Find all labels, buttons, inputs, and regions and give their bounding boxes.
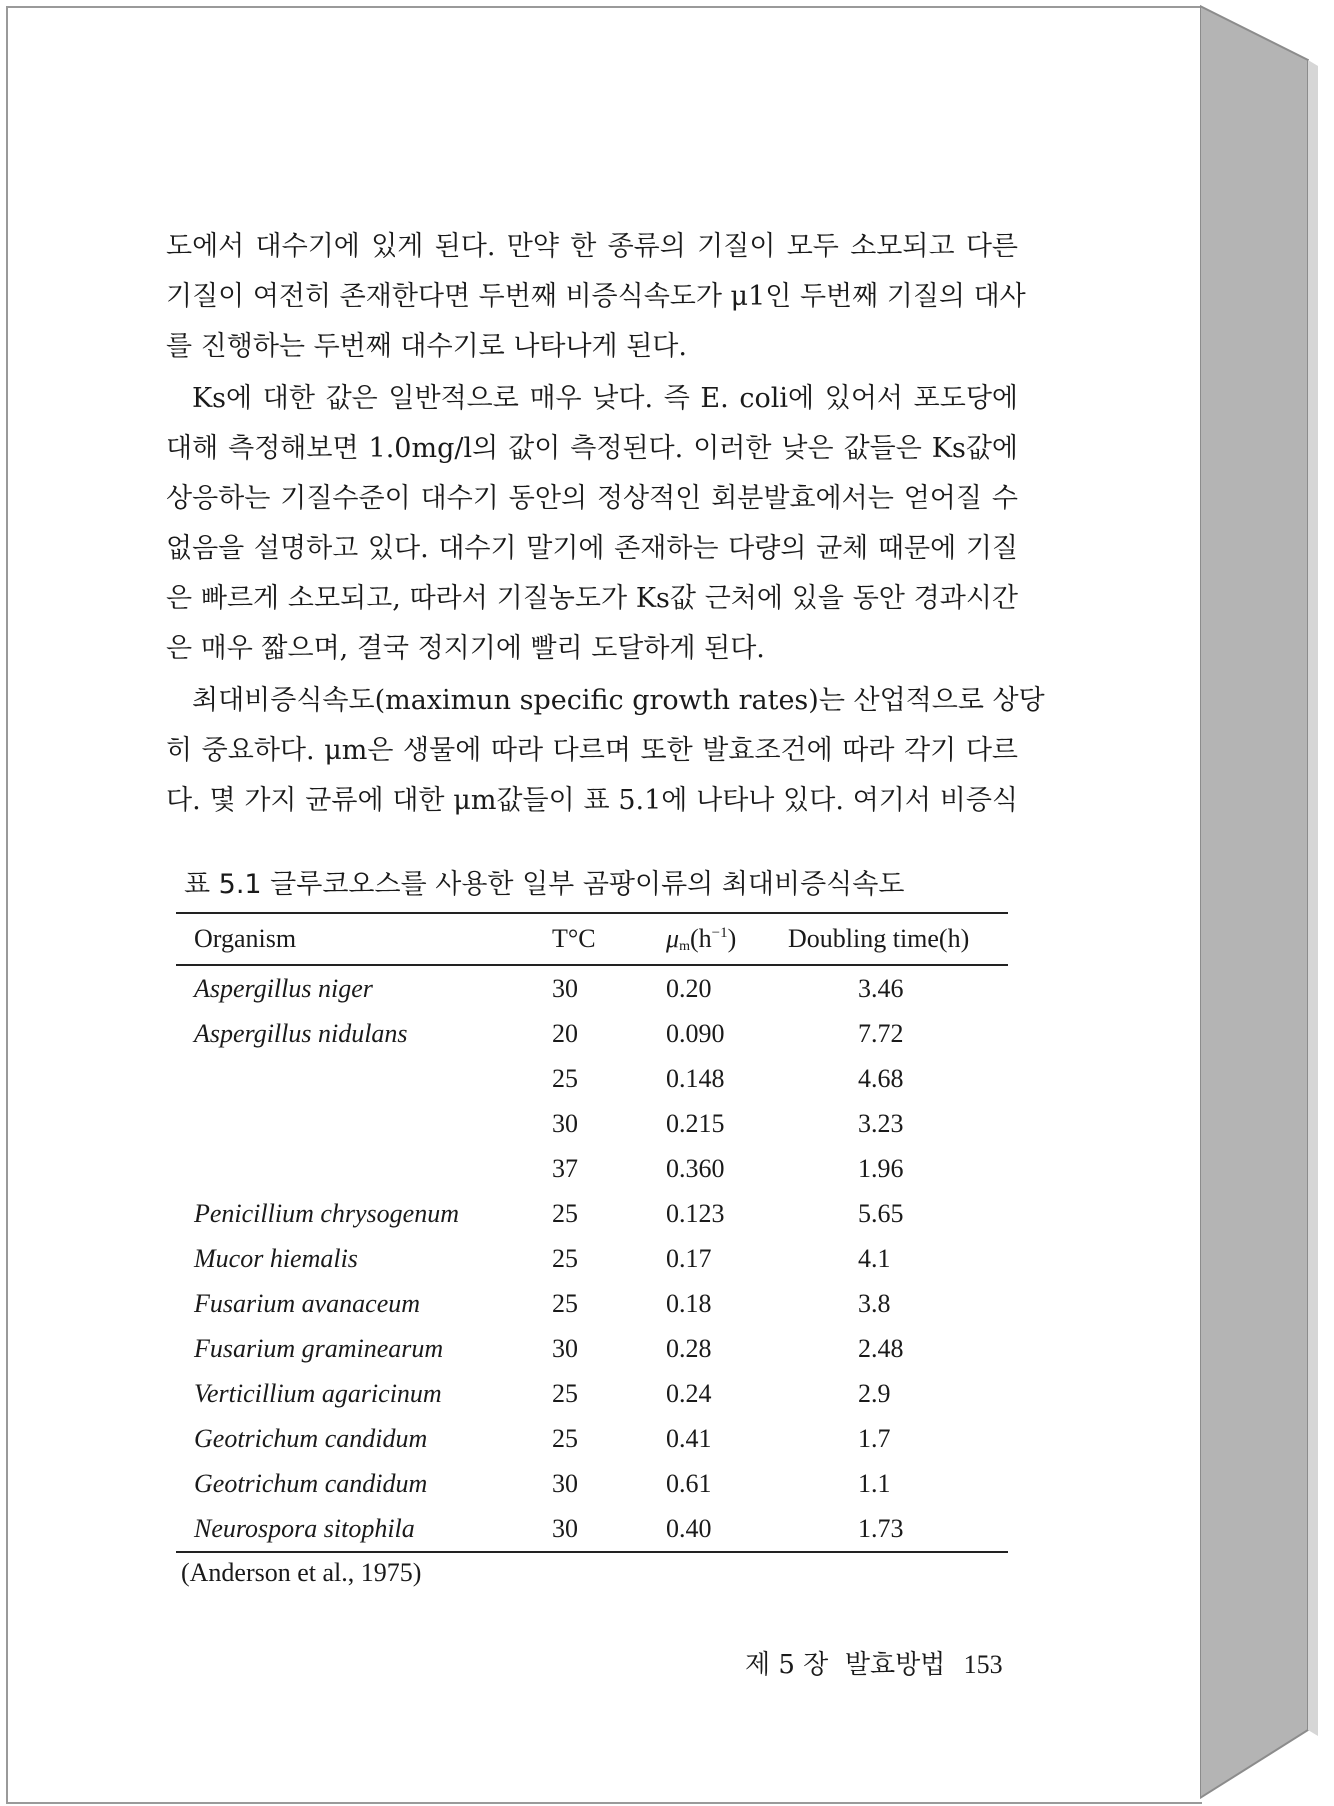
text-line: 최대비증식속도(maximun specific growth rates)는 산업적으로 상당: [192, 685, 1045, 716]
cell-mu: 0.215: [666, 1109, 725, 1138]
cell-doubling: 1.1: [858, 1469, 891, 1498]
cell-mu: 0.090: [666, 1019, 725, 1048]
table-row: [176, 1146, 1008, 1191]
table-row: [176, 1416, 1008, 1461]
cell-temperature: 37: [552, 1154, 578, 1183]
cell-doubling: 1.73: [858, 1514, 904, 1543]
table-body: [176, 966, 1008, 1551]
cell-mu: 0.17: [666, 1244, 712, 1273]
table-row: [176, 1326, 1008, 1371]
cell-doubling: 7.72: [858, 1019, 904, 1048]
table-row: [176, 1011, 1008, 1056]
paragraph-1: [166, 222, 1026, 372]
table-rule-bottom: [176, 1551, 1008, 1553]
cell-temperature: 25: [552, 1199, 578, 1228]
table-source-note: (Anderson et al., 1975): [181, 1558, 422, 1587]
mu-symbol: μ: [666, 924, 680, 953]
cell-mu: 0.148: [666, 1064, 725, 1093]
cell-temperature: 25: [552, 1289, 578, 1318]
table-row: [176, 1371, 1008, 1416]
text-line: 없음을 설명하고 있다. 대수기 말기에 존재하는 다량의 균체 때문에 기질: [166, 533, 1018, 564]
cell-temperature: 30: [552, 1109, 578, 1138]
cell-temperature: 30: [552, 1334, 578, 1363]
table-row: [176, 1191, 1008, 1236]
text-line: 를 진행하는 두번째 대수기로 나타나게 된다.: [166, 331, 687, 362]
cell-doubling: 3.46: [858, 974, 904, 1003]
mu-close: ): [727, 924, 737, 953]
cell-temperature: 25: [552, 1244, 578, 1273]
text-line: Ks에 대한 값은 일반적으로 매우 낮다. 즉 E. coli에 있어서 포도당에: [192, 383, 1018, 414]
table-row: [176, 1506, 1008, 1551]
cell-temperature: 30: [552, 1469, 578, 1498]
paragraph-2: [166, 374, 1018, 674]
cell-doubling: 4.68: [858, 1064, 904, 1093]
text-line: 기질이 여전히 존재한다면 두번째 비증식속도가 μ1인 두번째 기질의 대사: [166, 281, 1026, 312]
cell-organism: Verticillium agaricinum: [194, 1379, 442, 1408]
text-line: 도에서 대수기에 있게 된다. 만약 한 종류의 기질이 모두 소모되고 다른: [166, 231, 1018, 262]
chapter-title: 제 5 장 발효방법: [745, 1650, 946, 1680]
cell-organism: Geotrichum candidum: [194, 1469, 428, 1498]
cell-organism: Aspergillus nidulans: [194, 1019, 408, 1048]
header-temperature: T°C: [552, 924, 596, 953]
cell-mu: 0.123: [666, 1199, 725, 1228]
table-row: [176, 1101, 1008, 1146]
cell-doubling: 1.96: [858, 1154, 904, 1183]
page-number: 153: [963, 1650, 1003, 1679]
table-caption: 표 5.1 글루코오스를 사용한 일부 곰팡이류의 최대비증식속도: [184, 869, 905, 900]
cell-doubling: 3.8: [858, 1289, 891, 1318]
cell-organism: Fusarium avanaceum: [194, 1289, 421, 1318]
cell-temperature: 25: [552, 1424, 578, 1453]
text-line: 은 빠르게 소모되고, 따라서 기질농도가 Ks값 근처에 있을 동안 경과시간: [166, 583, 1018, 614]
mu-exponent: −1: [711, 925, 728, 941]
cell-temperature: 25: [552, 1379, 578, 1408]
cell-doubling: 2.9: [858, 1379, 891, 1408]
cell-temperature: 30: [552, 974, 578, 1003]
cell-organism: Fusarium graminearum: [194, 1334, 444, 1363]
cell-doubling: 1.7: [858, 1424, 891, 1453]
header-mu: [666, 924, 736, 955]
cell-temperature: 20: [552, 1019, 578, 1048]
header-doubling-time: Doubling time(h): [788, 924, 970, 953]
table-row: [176, 966, 1008, 1011]
cell-mu: 0.20: [666, 974, 712, 1003]
text-line: 상응하는 기질수준이 대수기 동안의 정상적인 회분발효에서는 얻어질 수: [166, 483, 1018, 514]
cell-temperature: 30: [552, 1514, 578, 1543]
cell-organism: Geotrichum candidum: [194, 1424, 428, 1453]
paragraph-3: [166, 676, 1045, 826]
cell-mu: 0.360: [666, 1154, 725, 1183]
cell-doubling: 5.65: [858, 1199, 904, 1228]
table-row: [176, 1236, 1008, 1281]
cell-mu: 0.28: [666, 1334, 712, 1363]
growth-rate-table: [176, 912, 1008, 1553]
cell-organism: Penicillium chrysogenum: [194, 1199, 459, 1228]
mu-subscript: m: [679, 939, 690, 954]
cell-mu: 0.24: [666, 1379, 712, 1408]
text-line: 대해 측정해보면 1.0mg/l의 값이 측정된다. 이러한 낮은 값들은 Ks값에: [166, 433, 1018, 464]
table-row: [176, 1461, 1008, 1506]
cell-mu: 0.41: [666, 1424, 712, 1453]
cell-organism: Mucor hiemalis: [194, 1244, 358, 1273]
table-row: [176, 1056, 1008, 1101]
table-header-row: [176, 914, 1008, 964]
cell-mu: 0.40: [666, 1514, 712, 1543]
text-line: 은 매우 짧으며, 결국 정지기에 빨리 도달하게 된다.: [166, 633, 765, 664]
cell-mu: 0.61: [666, 1469, 712, 1498]
cell-organism: Neurospora sitophila: [194, 1514, 415, 1543]
cell-doubling: 2.48: [858, 1334, 904, 1363]
cell-temperature: 25: [552, 1064, 578, 1093]
page-footer: [745, 1644, 1003, 1681]
header-organism: Organism: [194, 924, 297, 953]
text-line: 히 중요하다. μm은 생물에 따라 다르며 또한 발효조건에 따라 각기 다르: [166, 735, 1018, 766]
mu-unit: (h: [689, 924, 712, 953]
cell-doubling: 3.23: [858, 1109, 904, 1138]
cell-mu: 0.18: [666, 1289, 712, 1318]
cell-doubling: 4.1: [858, 1244, 891, 1273]
cell-organism: Aspergillus niger: [194, 974, 373, 1003]
text-line: 다. 몇 가지 균류에 대한 μm값들이 표 5.1에 나타나 있다. 여기서 비증식: [166, 785, 1018, 816]
table-row: [176, 1281, 1008, 1326]
